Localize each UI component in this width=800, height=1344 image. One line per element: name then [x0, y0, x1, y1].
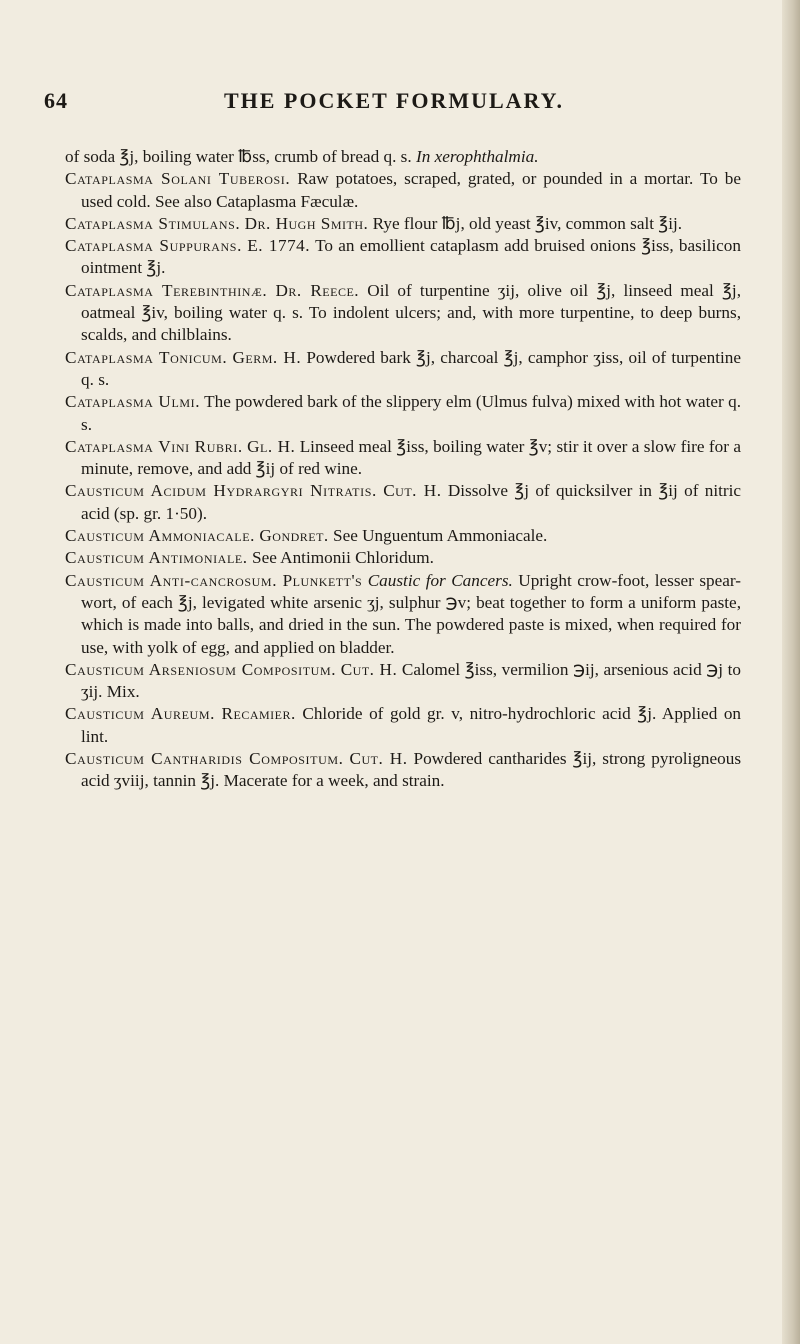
- entry-body: Chloride of gold gr. v, nitro-hydrochloric acid ℥j. Applied on lint.: [81, 704, 742, 746]
- entry-italic: In xerophthalmia.: [415, 147, 539, 166]
- entry-body: To an emollient cataplasm add bruised onions ℥iss, basilicon ointment ℥j.: [81, 236, 741, 278]
- entry-body: Calomel ℥iss, vermilion ℈ij, arsenious acid ℈j to ʒij. Mix.: [81, 659, 741, 702]
- entry-title: Causticum Cantharidis Compositum.: [65, 749, 344, 769]
- entry-italic: Caustic for Cancers.: [367, 570, 513, 590]
- entry-author: Gl. H.: [247, 436, 296, 456]
- entry-body: Upright crow-foot, lesser spear-wort, of each ℥j, levigated white arsenic ʒj, sulphur ℈v; beat together to form a uniform paste, which is made into balls, and dried in the sun. The powdered paste is mixed, when required for use, with yolk of egg, and applied on bladder.: [81, 570, 741, 657]
- entry-title: Cataplasma Terebinthinæ.: [65, 280, 268, 300]
- entry-body: Rye flour ℔j, old yeast ℥iv, common salt ℥ij.: [372, 213, 683, 233]
- entry-title: Causticum Anti-cancrosum.: [65, 570, 278, 590]
- entry-author: E. 1774.: [247, 236, 311, 256]
- entry-title: Cataplasma Ulmi.: [65, 392, 201, 412]
- page-header: [44, 88, 744, 128]
- entry-title: Cataplasma Vini Rubri.: [65, 436, 243, 456]
- entry-cataplasma-solani-tuberosi: [65, 168, 741, 213]
- entry-body: of soda ℥j, boiling water ℔ss, crumb of bread q. s.: [65, 147, 416, 166]
- entry-title: Causticum Antimoniale.: [65, 548, 248, 568]
- page-edge: [782, 0, 800, 1344]
- entry-author: Dr. Reece.: [275, 280, 360, 300]
- entry-author: Plunkett's: [282, 570, 363, 590]
- entry-causticum-acidum-hydrargyri: [65, 480, 741, 525]
- entry-title: Causticum Acidum Hydrargyri Nitratis.: [65, 481, 377, 501]
- entry-title: Causticum Arseniosum Compositum.: [65, 659, 337, 679]
- entry-causticum-cantharidis-compositum: [65, 748, 741, 793]
- entry-cataplasma-stimulans: [65, 213, 741, 235]
- entry-author: Cut. H.: [349, 749, 408, 769]
- entry-body: Powdered cantharides ℥ij, strong pyroligneous acid ʒviij, tannin ℥j. Macerate for a week, and strain.: [81, 749, 742, 791]
- entry-body: Powdered bark ℥j, charcoal ℥j, camphor ʒiss, oil of turpentine q. s.: [81, 347, 742, 389]
- entry-title: Cataplasma Solani Tuberosi.: [65, 169, 291, 189]
- entry-author: Germ. H.: [232, 347, 302, 367]
- entry-cataplasma-tonicum: [65, 347, 741, 392]
- entry-causticum-anti-cancrosum: [65, 570, 741, 659]
- running-title: THE POCKET FORMULARY.: [223, 88, 565, 113]
- entry-title: Cataplasma Suppurans.: [65, 236, 242, 256]
- entry-body: Dissolve ℥j of quicksilver in ℥ij of nitric acid (sp. gr. 1·50).: [81, 481, 742, 523]
- entry-body: See Antimonii Chloridum.: [252, 548, 434, 568]
- entry-author: Cut. H.: [340, 659, 398, 679]
- entry-body: See Unguentum Ammoniacale.: [333, 526, 548, 546]
- entry-title: Causticum Ammoniacale.: [65, 526, 256, 546]
- entry-title: Cataplasma Tonicum.: [65, 347, 228, 367]
- entry-causticum-aureum: [65, 703, 741, 748]
- entry-cataplasma-suppurans: [65, 235, 741, 280]
- entry-author: Dr. Hugh Smith.: [244, 213, 369, 233]
- entry-title: Causticum Aureum.: [65, 704, 215, 724]
- entry-cataplasma-terebinthinae: [65, 280, 741, 347]
- entry-continuation: [65, 146, 741, 168]
- formulary-text: [65, 146, 741, 793]
- page-number: 64: [44, 88, 68, 113]
- entry-author: Cut. H.: [383, 481, 442, 501]
- entry-body: Linseed meal ℥iss, boiling water ℥v; stir it over a slow fire for a minute, remove, and add ℥ij of red wine.: [81, 436, 741, 479]
- entry-body: Raw potatoes, scraped, grated, or pounded in a mortar. To be used cold. See also Cataplasma Fæculæ.: [81, 169, 741, 211]
- entry-causticum-ammoniacale: [65, 525, 741, 547]
- entry-title: Cataplasma Stimulans.: [65, 213, 241, 233]
- entry-cataplasma-ulmi: [65, 391, 741, 436]
- entry-cataplasma-vini-rubri: [65, 436, 741, 481]
- entry-author: Gondret.: [259, 526, 329, 546]
- entry-causticum-arseniosum-compositum: [65, 659, 741, 704]
- entry-body: Oil of turpentine ʒij, olive oil ℥j, linseed meal ℥j, oatmeal ℥iv, boiling water q. s. To indolent ulcers; and, with more turpentine, to deep burns, scalds, and chilblains.: [81, 280, 741, 345]
- entry-author: Recamier.: [221, 704, 296, 724]
- entry-body: The powdered bark of the slippery elm (Ulmus fulva) mixed with hot water q. s.: [81, 392, 741, 434]
- entry-causticum-antimoniale: [65, 547, 741, 569]
